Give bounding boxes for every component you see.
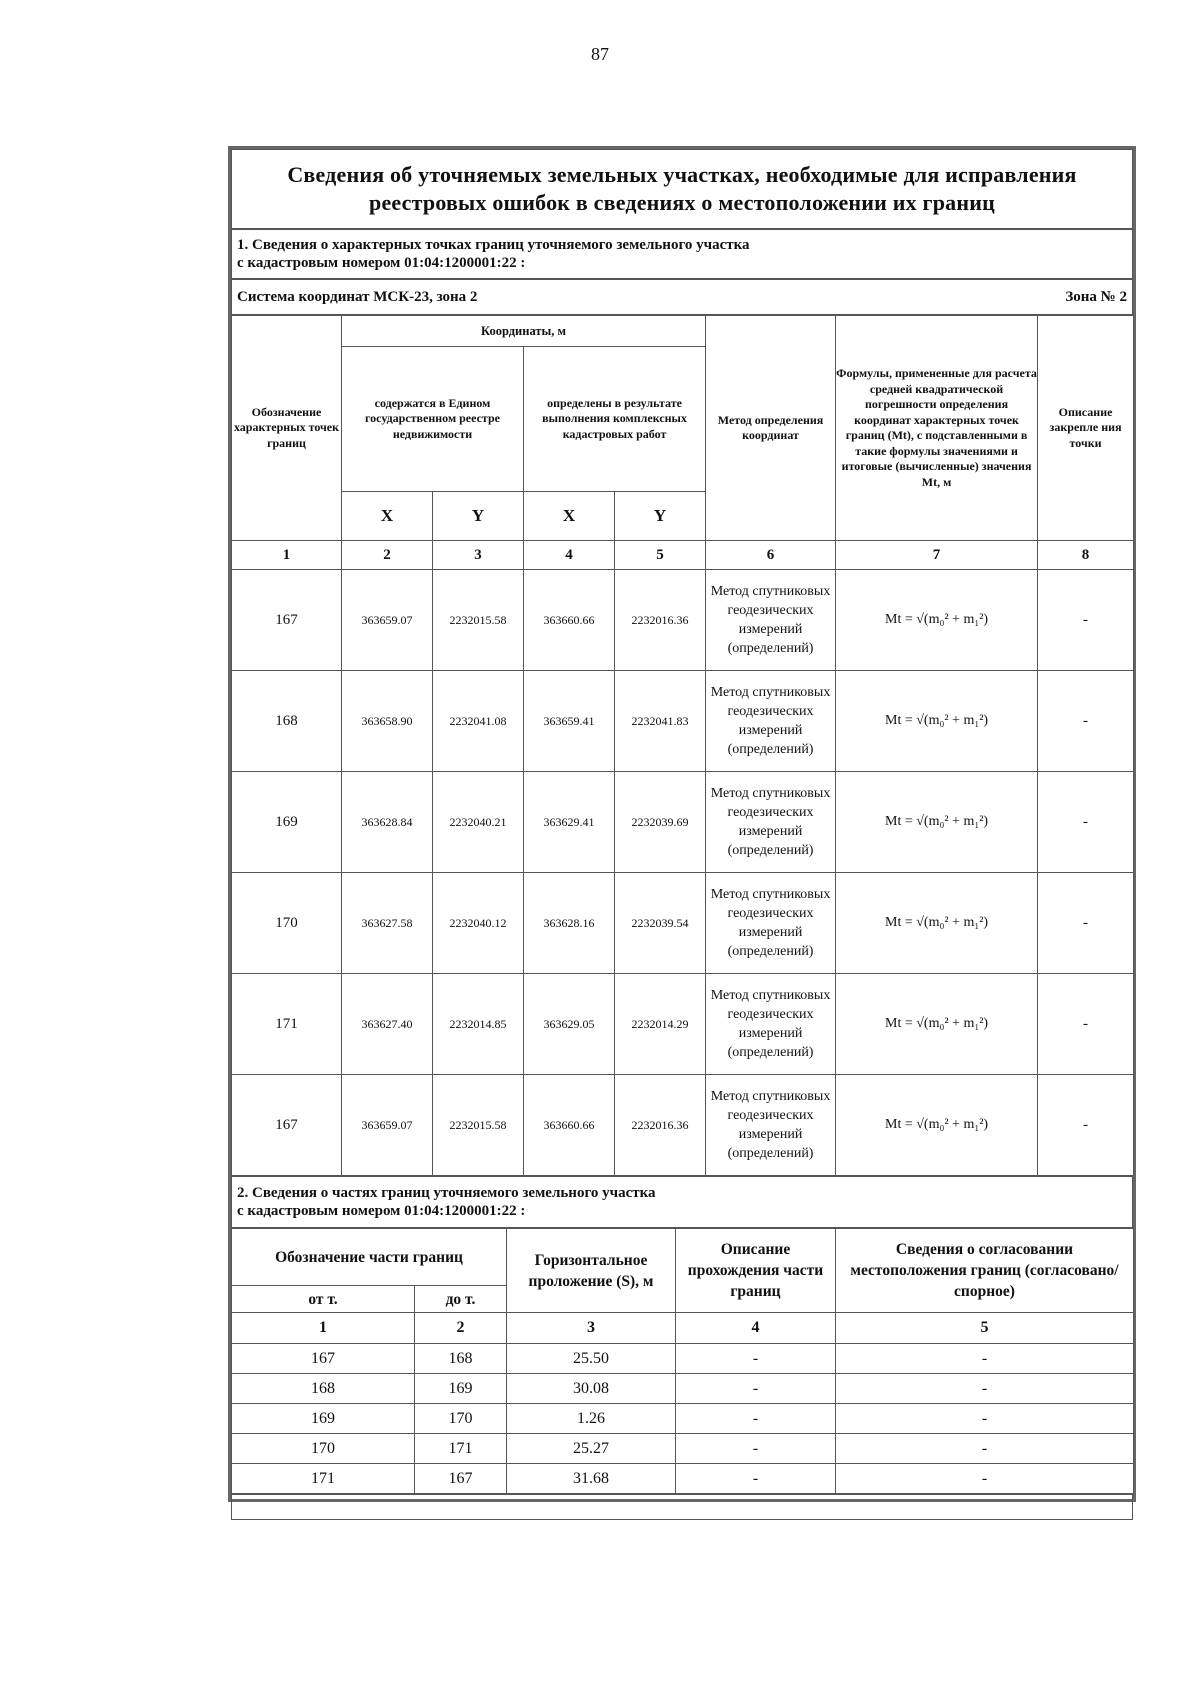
x-egrn: 363659.07 <box>342 1075 433 1176</box>
to-point: 168 <box>415 1344 507 1374</box>
table-row <box>232 873 1134 974</box>
y-egrn: 2232015.58 <box>433 570 524 671</box>
coord-system-table <box>231 279 1133 315</box>
column-number: 5 <box>836 1313 1134 1344</box>
passage-description: - <box>676 1404 836 1434</box>
x-works: 363629.05 <box>524 974 615 1075</box>
points-table <box>231 315 1134 1176</box>
header-to: до т. <box>415 1286 507 1313</box>
header-from: от т. <box>232 1286 415 1313</box>
header-x-egrn: X <box>342 492 433 541</box>
passage-description: - <box>676 1344 836 1374</box>
column-number: 4 <box>524 541 615 570</box>
table-row <box>232 1464 1134 1494</box>
point-id: 168 <box>232 671 342 772</box>
horizontal-distance: 30.08 <box>507 1374 676 1404</box>
page-number: 87 <box>591 44 609 64</box>
header-part-designation: Обозначение части границ <box>232 1229 507 1286</box>
table-row <box>232 1404 1134 1434</box>
x-works: 363660.66 <box>524 1075 615 1176</box>
header-formulas: Формулы, примененные для расчета средней квадратической погрешности определения координат характерных точек границ (Mt), с подставленными в такие формулы значениями и итоговые (вычисленные) значения Mt, м <box>836 316 1038 541</box>
agreement-status: - <box>836 1374 1134 1404</box>
agreement-status: - <box>836 1434 1134 1464</box>
y-egrn: 2232041.08 <box>433 671 524 772</box>
x-egrn: 363658.90 <box>342 671 433 772</box>
y-works: 2232039.69 <box>615 772 706 873</box>
agreement-status: - <box>836 1404 1134 1434</box>
table-row <box>232 570 1134 671</box>
from-point: 169 <box>232 1404 415 1434</box>
to-point: 169 <box>415 1374 507 1404</box>
table-tail <box>231 1494 1133 1520</box>
section1-heading <box>232 230 1133 279</box>
y-egrn: 2232014.85 <box>433 974 524 1075</box>
header-point-designation: Обозначение характерных точек границ <box>232 316 342 541</box>
to-point: 171 <box>415 1434 507 1464</box>
method-cell: Метод спутниковых геодезических измерений (определений) <box>706 974 836 1075</box>
header-determined-works: определены в результате выполнения комплексных кадастровых работ <box>524 347 706 492</box>
header-coordinates: Координаты, м <box>342 316 706 347</box>
to-point: 170 <box>415 1404 507 1434</box>
y-egrn: 2232015.58 <box>433 1075 524 1176</box>
coord-system-row <box>232 280 1133 315</box>
formula-cell: Mt = √(m₀² + m₁²) <box>836 873 1038 974</box>
x-works: 363629.41 <box>524 772 615 873</box>
column-numbers-row <box>232 1313 1134 1344</box>
column-number: 1 <box>232 541 342 570</box>
table-row <box>232 1344 1134 1374</box>
description-cell: - <box>1038 570 1134 671</box>
description-cell: - <box>1038 974 1134 1075</box>
method-cell: Метод спутниковых геодезических измерений (определений) <box>706 671 836 772</box>
x-egrn: 363659.07 <box>342 570 433 671</box>
formula-cell: Mt = √(m₀² + m₁²) <box>836 570 1038 671</box>
section2-heading-line2: с кадастровым номером 01:04:1200001:22 : <box>237 1203 526 1219</box>
description-cell: - <box>1038 873 1134 974</box>
header-contained-egrn: содержатся в Едином государственном реестре недвижимости <box>342 347 524 492</box>
horizontal-distance: 25.50 <box>507 1344 676 1374</box>
method-cell: Метод спутниковых геодезических измерений (определений) <box>706 1075 836 1176</box>
horizontal-distance: 1.26 <box>507 1404 676 1434</box>
column-number: 1 <box>232 1313 415 1344</box>
x-works: 363628.16 <box>524 873 615 974</box>
description-cell: - <box>1038 772 1134 873</box>
description-cell: - <box>1038 671 1134 772</box>
header-y-works: Y <box>615 492 706 541</box>
section1-heading-line1: 1. Сведения о характерных точках границ уточняемого земельного участка <box>237 237 750 253</box>
section1-heading-line2: с кадастровым номером 01:04:1200001:22 : <box>237 255 526 271</box>
point-id: 171 <box>232 974 342 1075</box>
horizontal-distance: 25.27 <box>507 1434 676 1464</box>
x-works: 363659.41 <box>524 671 615 772</box>
header-method: Метод определения координат <box>706 316 836 541</box>
table-row <box>232 671 1134 772</box>
formula-cell: Mt = √(m₀² + m₁²) <box>836 671 1038 772</box>
section1-heading-table <box>231 229 1133 279</box>
y-works: 2232014.29 <box>615 974 706 1075</box>
column-number: 4 <box>676 1313 836 1344</box>
agreement-status: - <box>836 1464 1134 1494</box>
column-numbers-row <box>232 541 1134 570</box>
table-row <box>232 1075 1134 1176</box>
x-works: 363660.66 <box>524 570 615 671</box>
passage-description: - <box>676 1464 836 1494</box>
formula-cell: Mt = √(m₀² + m₁²) <box>836 1075 1038 1176</box>
y-works: 2232016.36 <box>615 570 706 671</box>
column-number: 3 <box>433 541 524 570</box>
formula-cell: Mt = √(m₀² + m₁²) <box>836 974 1038 1075</box>
column-number: 5 <box>615 541 706 570</box>
table-row <box>232 974 1134 1075</box>
header-passage: Описание прохождения части границ <box>676 1229 836 1313</box>
column-number: 7 <box>836 541 1038 570</box>
method-cell: Метод спутниковых геодезических измерений (определений) <box>706 570 836 671</box>
title-table <box>231 149 1133 229</box>
y-egrn: 2232040.21 <box>433 772 524 873</box>
boundary-parts-table <box>231 1228 1134 1494</box>
header-y-egrn: Y <box>433 492 524 541</box>
section2-heading <box>232 1177 1133 1228</box>
point-id: 167 <box>232 1075 342 1176</box>
column-number: 2 <box>342 541 433 570</box>
method-cell: Метод спутниковых геодезических измерений (определений) <box>706 873 836 974</box>
y-egrn: 2232040.12 <box>433 873 524 974</box>
passage-description: - <box>676 1434 836 1464</box>
column-number: 2 <box>415 1313 507 1344</box>
point-id: 169 <box>232 772 342 873</box>
point-id: 167 <box>232 570 342 671</box>
coord-system-label: Система координат МСК-23, зона 2 <box>237 289 478 305</box>
header-horizontal: Горизонтальное проложение (S), м <box>507 1229 676 1313</box>
header-description: Описание закрепле ния точки <box>1038 316 1134 541</box>
x-egrn: 363627.40 <box>342 974 433 1075</box>
column-number: 6 <box>706 541 836 570</box>
section2-heading-table <box>231 1176 1133 1228</box>
x-egrn: 363627.58 <box>342 873 433 974</box>
zone-label: Зона № 2 <box>1065 289 1127 305</box>
from-point: 170 <box>232 1434 415 1464</box>
column-number: 3 <box>507 1313 676 1344</box>
formula-cell: Mt = √(m₀² + m₁²) <box>836 772 1038 873</box>
section2-heading-line1: 2. Сведения о частях границ уточняемого земельного участка <box>237 1185 656 1201</box>
y-works: 2232016.36 <box>615 1075 706 1176</box>
document-frame <box>228 146 1136 1502</box>
horizontal-distance: 31.68 <box>507 1464 676 1494</box>
table-row <box>232 1434 1134 1464</box>
table-row <box>232 1374 1134 1404</box>
from-point: 167 <box>232 1344 415 1374</box>
header-x-works: X <box>524 492 615 541</box>
to-point: 167 <box>415 1464 507 1494</box>
y-works: 2232039.54 <box>615 873 706 974</box>
table-row <box>232 772 1134 873</box>
point-id: 170 <box>232 873 342 974</box>
from-point: 168 <box>232 1374 415 1404</box>
agreement-status: - <box>836 1344 1134 1374</box>
empty-tail-row <box>232 1495 1133 1520</box>
passage-description: - <box>676 1374 836 1404</box>
y-works: 2232041.83 <box>615 671 706 772</box>
description-cell: - <box>1038 1075 1134 1176</box>
header-agreement: Сведения о согласовании местоположения границ (согласовано/спорное) <box>836 1229 1134 1313</box>
from-point: 171 <box>232 1464 415 1494</box>
x-egrn: 363628.84 <box>342 772 433 873</box>
document-title: Сведения об уточняемых земельных участках, необходимые для исправления реестровых ошибок в сведениях о местоположении их границ <box>232 150 1133 229</box>
column-number: 8 <box>1038 541 1134 570</box>
method-cell: Метод спутниковых геодезических измерений (определений) <box>706 772 836 873</box>
